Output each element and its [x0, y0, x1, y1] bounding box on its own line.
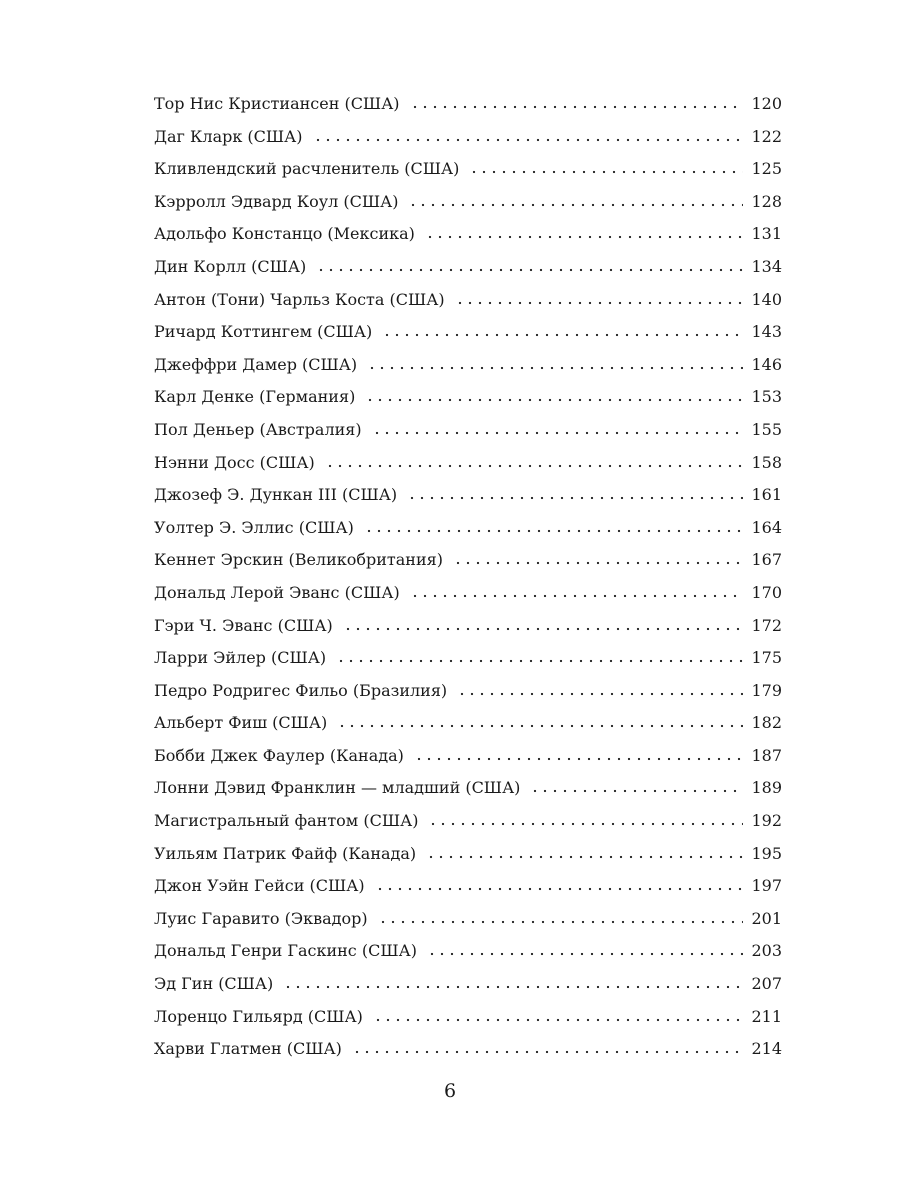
toc-entry — [154, 968, 782, 1001]
toc-entry — [154, 447, 782, 480]
toc-entry-title: Дональд Лерой Эванс (США) — [154, 582, 400, 602]
toc-entry-page: 164 — [751, 517, 782, 537]
toc-entry-title: Даг Кларк (США) — [154, 126, 303, 146]
toc-entry-title: Лонни Дэвид Франклин — младший (США) — [154, 778, 521, 798]
toc-entry-page: 189 — [751, 778, 782, 798]
toc-entry-page: 207 — [751, 974, 782, 994]
toc-entry-title: Тор Нис Кристиансен (США) — [154, 94, 400, 113]
toc-entry-title: Нэнни Досс (США) — [154, 452, 315, 472]
dot-leader — [364, 519, 744, 533]
toc-entry — [154, 218, 782, 251]
toc-entry-page: 161 — [751, 485, 782, 505]
toc-entry-title: Ларри Эйлер (США) — [154, 648, 327, 668]
dot-leader — [410, 95, 744, 109]
toc-entry-page: 167 — [751, 550, 782, 570]
dot-leader — [352, 1040, 744, 1054]
dot-leader — [425, 225, 744, 239]
dot-leader — [469, 160, 743, 174]
dot-leader — [373, 1008, 744, 1022]
dot-leader — [343, 617, 744, 631]
toc-entry-title: Харви Глатмен (США) — [154, 1039, 342, 1059]
toc-entry-page: 143 — [751, 322, 782, 342]
toc-entry-title: Бобби Джек Фаулер (Канада) — [154, 745, 404, 765]
toc-entry-title: Уолтер Э. Эллис (США) — [154, 517, 354, 537]
toc-entry — [154, 88, 782, 121]
toc-entry — [154, 707, 782, 740]
toc-entry-page: 172 — [751, 615, 782, 635]
toc-entry-title: Кливлендский расчленитель (США) — [154, 159, 460, 179]
toc-entry-page: 179 — [751, 680, 782, 700]
toc-entry-page: 197 — [751, 876, 782, 896]
toc-entry — [154, 642, 782, 675]
toc-entry — [154, 512, 782, 545]
toc-entry-page: 125 — [751, 159, 782, 179]
toc-entry-page: 122 — [751, 126, 782, 146]
toc-entry-title: Гэри Ч. Эванс (США) — [154, 615, 333, 635]
toc-entry — [154, 186, 782, 219]
toc-entry — [154, 740, 782, 773]
toc-entry-page: 146 — [751, 354, 782, 374]
dot-leader — [367, 356, 743, 370]
toc-entry-page: 182 — [751, 713, 782, 733]
toc-entry — [154, 935, 782, 968]
toc-entry-page: 203 — [751, 941, 782, 961]
dot-leader — [427, 942, 744, 956]
dot-leader — [316, 258, 743, 272]
toc-entry — [154, 349, 782, 382]
toc-entry-title: Пол Деньер (Австралия) — [154, 419, 362, 439]
toc-entry-page: 195 — [751, 843, 782, 863]
toc-entry — [154, 675, 782, 708]
dot-leader — [530, 779, 743, 793]
dot-leader — [408, 193, 743, 207]
toc-entry-page: 175 — [751, 648, 782, 668]
dot-leader — [372, 421, 744, 435]
page-number: 6 — [443, 1080, 457, 1102]
dot-leader — [407, 486, 743, 500]
toc-entry-title: Уильям Патрик Файф (Канада) — [154, 843, 417, 863]
dot-leader — [455, 291, 744, 305]
toc-entry — [154, 1033, 782, 1066]
toc-entry — [154, 577, 782, 610]
toc-entry-title: Кэрролл Эдвард Коул (США) — [154, 191, 399, 211]
toc-entry — [154, 838, 782, 871]
toc-entry — [154, 870, 782, 903]
dot-leader — [283, 975, 743, 989]
dot-leader — [365, 388, 743, 402]
toc-entry-title: Джозеф Э. Дункан III (США) — [154, 485, 398, 505]
toc-entry-title: Педро Родригес Фильо (Бразилия) — [154, 680, 448, 700]
toc-entry-page: 131 — [751, 224, 782, 244]
toc-entry-title: Дональд Генри Гаскинс (США) — [154, 941, 417, 961]
toc-entry-title: Джеффри Дамер (США) — [154, 354, 358, 374]
toc-entry-page: 170 — [751, 582, 782, 602]
toc-entry — [154, 903, 782, 936]
toc-entry-title: Магистральный фантом (США) — [154, 811, 419, 831]
toc-entry-title: Альберт Фиш (США) — [154, 713, 328, 733]
dot-leader — [375, 877, 744, 891]
toc-entry-page: 128 — [751, 191, 782, 211]
dot-leader — [336, 649, 743, 663]
dot-leader — [325, 454, 744, 468]
toc-entry — [154, 121, 782, 154]
toc-entry — [154, 1001, 782, 1034]
toc-entry-page: 187 — [751, 745, 782, 765]
toc-entry-title: Дин Корлл (США) — [154, 256, 307, 276]
toc-entry — [154, 544, 782, 577]
dot-leader — [453, 551, 743, 565]
toc-entry-title: Джон Уэйн Гейси (США) — [154, 876, 365, 896]
toc-entry — [154, 381, 782, 414]
toc-entry-title: Лоренцо Гильярд (США) — [154, 1006, 363, 1026]
toc-entry-title: Ричард Коттингем (США) — [154, 322, 373, 342]
toc-entry — [154, 610, 782, 643]
toc-entry-page: 214 — [751, 1039, 782, 1059]
dot-leader — [382, 323, 743, 337]
dot-leader — [410, 584, 744, 598]
dot-leader — [457, 682, 743, 696]
toc-entry-page: 158 — [751, 452, 782, 472]
table-of-contents — [154, 88, 782, 1066]
toc-entry-page: 134 — [751, 256, 782, 276]
toc-entry-page: 140 — [751, 289, 782, 309]
toc-entry-page: 120 — [751, 94, 782, 113]
dot-leader — [378, 910, 744, 924]
dot-leader — [428, 812, 743, 826]
toc-entry-page: 155 — [751, 419, 782, 439]
toc-entry-title: Карл Денке (Германия) — [154, 387, 356, 407]
toc-entry-page: 153 — [751, 387, 782, 407]
dot-leader — [313, 128, 744, 142]
toc-entry-title: Эд Гин (США) — [154, 974, 274, 994]
toc-entry-title: Луис Гаравито (Эквадор) — [154, 908, 368, 928]
toc-entry-page: 201 — [751, 908, 782, 928]
toc-entry — [154, 316, 782, 349]
toc-entry-title: Кеннет Эрскин (Великобритания) — [154, 550, 443, 570]
dot-leader — [337, 714, 743, 728]
toc-entry — [154, 479, 782, 512]
toc-entry — [154, 414, 782, 447]
toc-entry — [154, 153, 782, 186]
toc-entry-page: 192 — [751, 811, 782, 831]
toc-entry — [154, 284, 782, 317]
toc-entry-title: Адольфо Констанцо (Мексика) — [154, 224, 415, 244]
toc-entry-page: 211 — [751, 1006, 782, 1026]
dot-leader — [426, 845, 743, 859]
toc-entry — [154, 251, 782, 284]
toc-entry — [154, 772, 782, 805]
toc-entry-title: Антон (Тони) Чарльз Коста (США) — [154, 289, 445, 309]
toc-entry — [154, 805, 782, 838]
dot-leader — [414, 747, 744, 761]
